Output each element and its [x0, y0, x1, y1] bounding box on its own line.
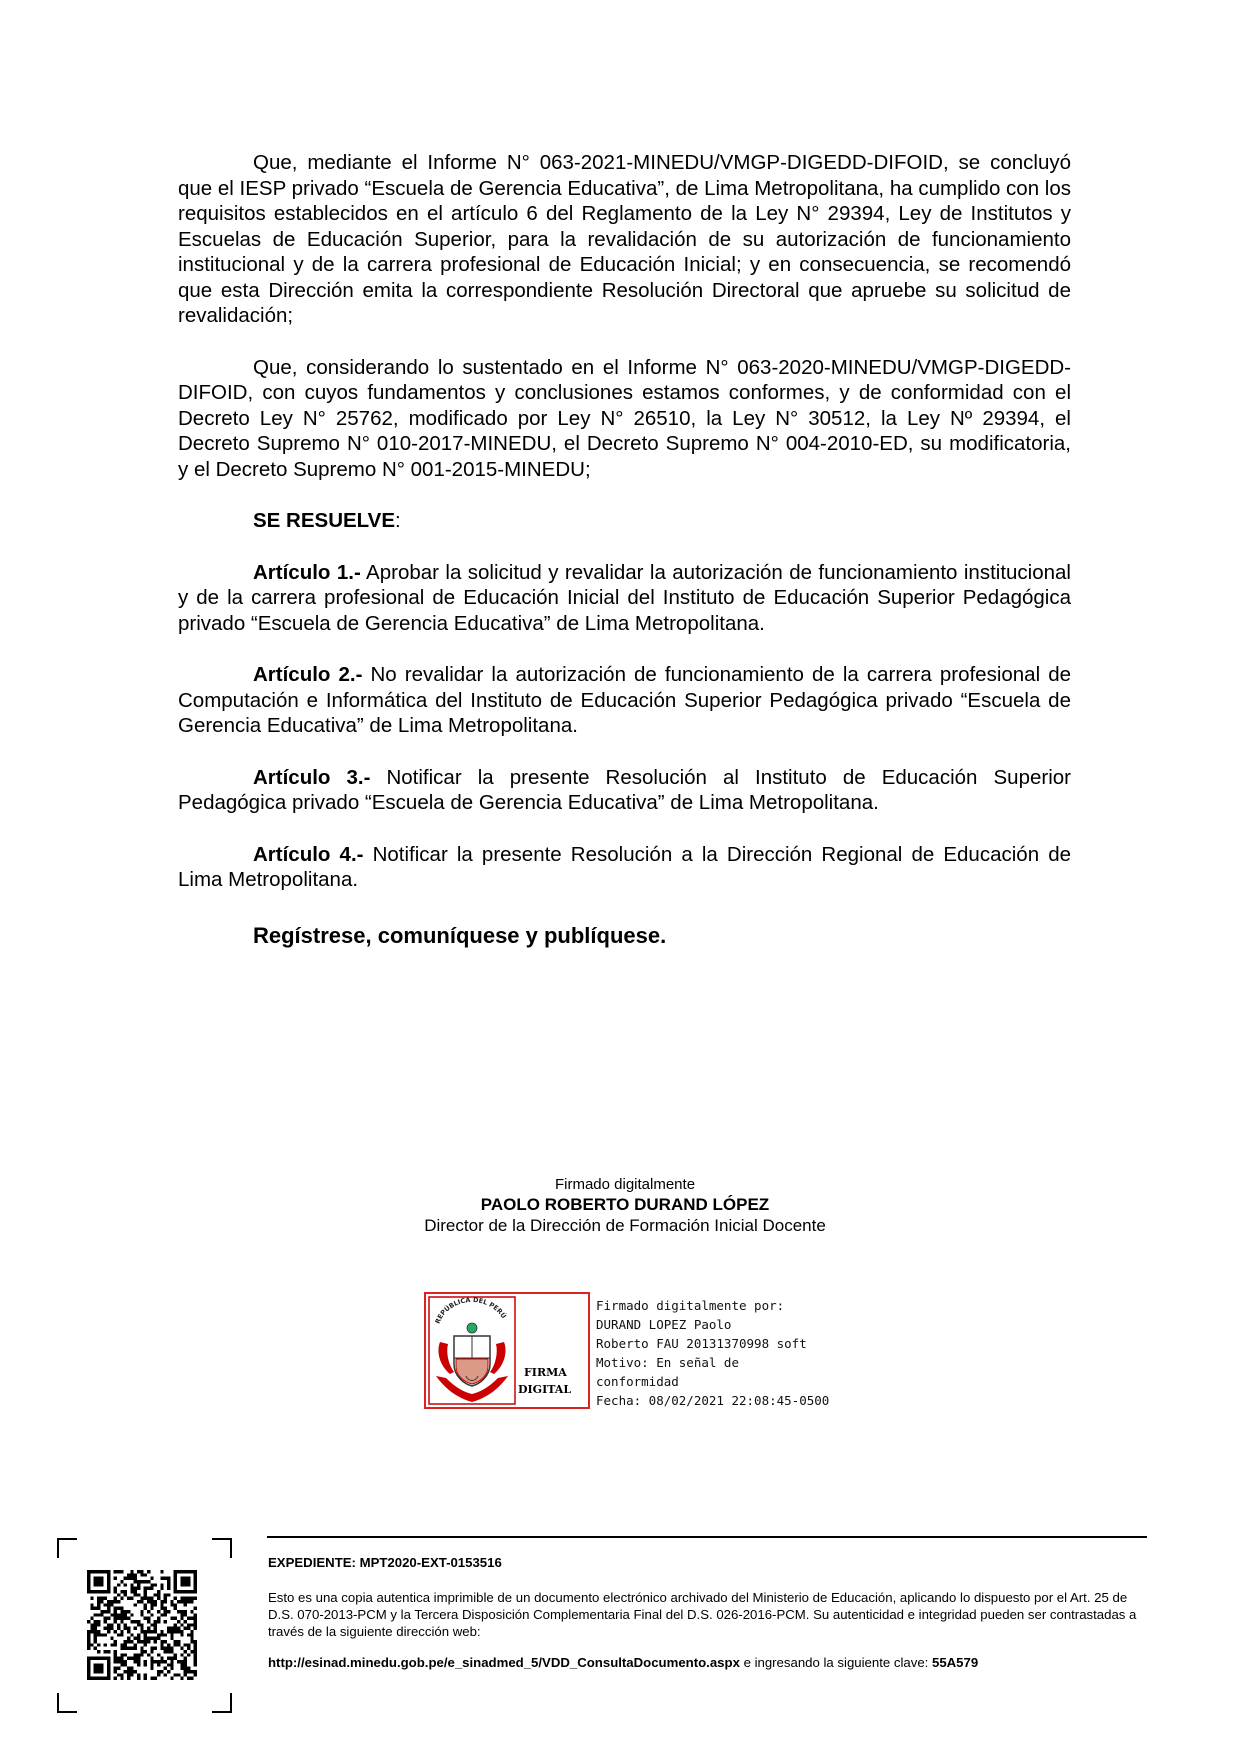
stamp-line-3: Roberto FAU 20131370998 soft	[596, 1336, 807, 1351]
signer-position: Director de la Dirección de Formación Inicial Docente	[424, 1216, 826, 1235]
digital-signature-stamp	[424, 1292, 590, 1409]
closing-formula: Regístrese, comuníquese y publíquese.	[253, 922, 667, 948]
se-resuelve-colon: :	[395, 509, 401, 532]
authenticity-note: Esto es una copia autentica imprimible de un documento electrónico archivado del Ministerio de Educación, aplicando lo dispuesto por el Art. 25 de D.S. 070-2013-PCM y la Tercera Disposición Complementaria Final del D.S. 026-2016-PCM. Su autenticidad e integridad pueden ser contrastadas a través de la siguiente dirección web:	[268, 1590, 1137, 1639]
stamp-line-4: Motivo: En señal de	[596, 1355, 739, 1370]
article-3-label: Artículo 3.-	[253, 765, 371, 789]
article-4-label: Artículo 4.-	[253, 842, 364, 866]
paragraph-considerando: Que, considerando lo sustentado en el Informe N° 063-2020-MINEDU/VMGP-DIGEDD-DIFOID, con cuyos fundamentos y conclusiones estamos conformes, y de conformidad con el Decreto Ley N° 25762, modificado por Ley N° 26510, la Ley N° 30512, la Ley Nº 29394, el Decreto Supremo N° 010-2017-MINEDU, el Decreto Supremo N° 004-2010-ED, su modificatoria, y el Decreto Supremo N° 001-2015-MINEDU;	[178, 355, 1071, 481]
article-2	[178, 662, 1071, 739]
verification-key: 55A579	[931, 1655, 979, 1670]
verification-line	[268, 1654, 1148, 1671]
qr-code-frame	[57, 1538, 232, 1713]
signature-block	[370, 1175, 880, 1236]
article-4-text: Notificar la presente Resolución a la Dirección Regional de Educación de Lima Metropolitana.	[178, 842, 1071, 891]
article-3	[178, 765, 1071, 816]
qr-code-icon	[87, 1570, 197, 1680]
digital-label: DIGITAL	[518, 1383, 572, 1396]
frame-corner	[57, 1538, 77, 1558]
frame-corner	[212, 1693, 232, 1713]
article-2-label: Artículo 2.-	[253, 663, 363, 686]
frame-corner	[57, 1693, 77, 1713]
signed-digitally-label: Firmado digitalmente	[554, 1176, 696, 1193]
article-1-text: Aprobar la solicitud y revalidar la autorización de funcionamiento institucional y de la carrera profesional de Educación Inicial del Instituto de Educación Superior Pedagógica privado “Escuela de Gerencia Educativa” de Lima Metropolitana.	[178, 560, 1071, 635]
stamp-line-2: DURAND LOPEZ Paolo	[596, 1317, 732, 1332]
peru-seal-icon	[426, 1294, 588, 1407]
stamp-line-6: Fecha: 08/02/2021 22:08:45-0500	[596, 1393, 830, 1408]
stamp-details	[596, 1296, 829, 1410]
stamp-line-5: conformidad	[596, 1374, 679, 1389]
verification-instruction: e ingresando la siguiente clave:	[739, 1655, 932, 1670]
firma-label: FIRMA	[524, 1366, 567, 1379]
stamp-line-1: Firmado digitalmente por:	[596, 1298, 785, 1313]
document-body	[178, 150, 1071, 948]
se-resuelve-label: SE RESUELVE	[253, 509, 396, 532]
seal-text: REPÚBLICA DEL PERÚ	[433, 1295, 508, 1325]
verification-url[interactable]: http://esinad.minedu.gob.pe/e_sinadmed_5/VDD_ConsultaDocumento.aspx	[268, 1655, 740, 1670]
frame-corner	[212, 1538, 232, 1558]
expediente-number: EXPEDIENTE: MPT2020-EXT-0153516	[268, 1555, 502, 1570]
article-1	[178, 560, 1071, 637]
signer-name: PAOLO ROBERTO DURAND LÓPEZ	[480, 1195, 770, 1214]
footer-divider	[267, 1536, 1147, 1538]
paragraph-informe-063-2021: Que, mediante el Informe N° 063-2021-MINEDU/VMGP-DIGEDD-DIFOID, se concluyó que el IESP privado “Escuela de Gerencia Educativa”, de Lima Metropolitana, ha cumplido con los requisitos establecidos en el artículo 6 del Reglamento de la Ley N° 29394, Ley de Institutos y Escuelas de Educación Superior, para la revalidación de su autorización de funcionamiento institucional y de la carrera profesional de Educación Inicial; y en consecuencia, se recomendó que esta Dirección emita la correspondiente Resolución Directoral que apruebe su solicitud de revalidación;	[178, 151, 1072, 327]
article-2-text: No revalidar la autorización de funcionamiento de la carrera profesional de Computación e Informática del Instituto de Educación Superior Pedagógica privado “Escuela de Gerencia Educativa” de Lima Metropolitana.	[178, 663, 1071, 737]
article-4	[178, 842, 1071, 893]
se-resuelve-heading	[178, 508, 1071, 534]
article-3-text: Notificar la presente Resolución al Instituto de Educación Superior Pedagógica privado “Escuela de Gerencia Educativa” de Lima Metropolitana.	[178, 765, 1071, 814]
article-1-label: Artículo 1.-	[253, 560, 361, 584]
